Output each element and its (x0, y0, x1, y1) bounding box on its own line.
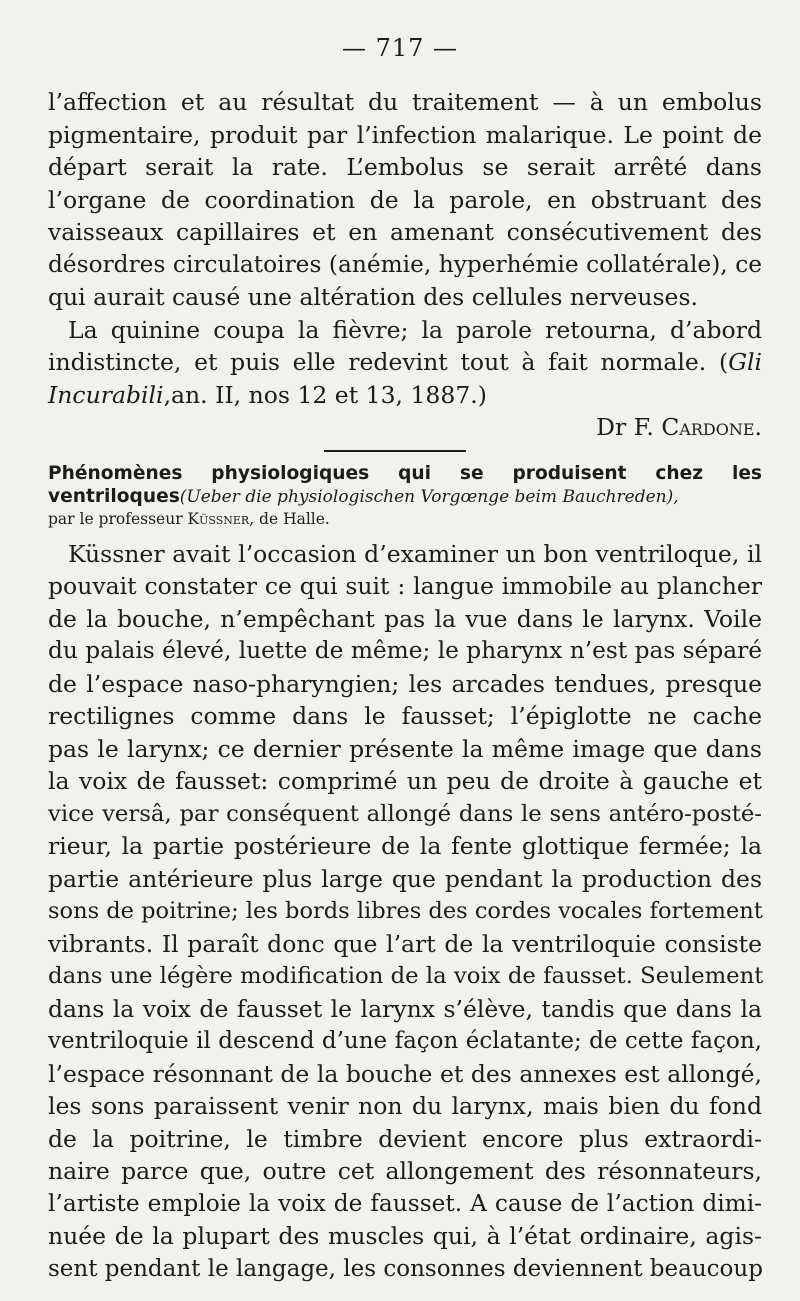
text-line: l’organe de coordination de la parole, en obstruant des (48, 185, 762, 214)
article-heading (48, 462, 762, 530)
text-line: Küssner avait l’occasion d’examiner un bon ventriloque, il (68, 539, 762, 568)
text-line: de la bouche, n’empêchant pas la vue dans le larynx. Voile (48, 604, 762, 633)
citation-details: ,an. II, nos 12 et 13, 1887.) (163, 380, 487, 409)
page-body (48, 86, 762, 1285)
author-signature (48, 411, 762, 444)
journal-title-end: Incurabili (48, 380, 164, 409)
article-title-line2 (48, 486, 762, 508)
text-line: de la poitrine, le timbre devient encore plus extraordi- (48, 1124, 762, 1153)
article-byline (48, 508, 762, 530)
signature-prefix: Dr F. (596, 413, 662, 441)
german-title: (Ueber die physiologischen Vorgœnge beim Bauchreden), (179, 486, 679, 507)
text-line: sent pendant le langage, les consonnes deviennent beaucoup (48, 1255, 763, 1282)
page-number: — 717 — (341, 34, 459, 62)
text-line: pas le larynx; ce dernier présente la même image que dans (48, 734, 762, 763)
text-line: les sons paraissent venir non du larynx, mais bien du fond (48, 1092, 762, 1120)
article-title-keyword: ventriloques (48, 485, 180, 507)
text-line: l’espace résonnant de la bouche et des annexes est allongé, (48, 1059, 762, 1088)
text-run: indistincte, et puis elle redevint tout à fait normale. ( (48, 348, 729, 376)
text-line: ventriloquie il descend d’une façon éclatante; de cette façon, (48, 1028, 762, 1054)
text-line: rieur, la partie postérieure de la fente glottique fermée; la (48, 832, 762, 860)
text-line: la voix de fausset: comprimé un peu de droite à gauche et (48, 767, 762, 795)
text-line (48, 379, 762, 412)
text-line: nuée de la plupart des muscles qui, à l’état ordinaire, agis- (48, 1222, 762, 1250)
journal-title-start: Gli (728, 348, 762, 376)
byline-suffix: , de Halle. (249, 509, 330, 528)
text-line: l’artiste emploie la voix de fausset. A cause de l’action dimi- (48, 1189, 762, 1217)
text-line: La quinine coupa la fièvre; la parole retourna, d’abord (68, 315, 762, 344)
text-line: dans la voix de fausset le larynx s’élève, tandis que dans la (48, 994, 762, 1023)
byline-prefix: par le professeur (48, 509, 188, 528)
signature-name: Cardone. (661, 413, 762, 441)
text-line: pigmentaire, produit par l’infection malarique. Le point de (48, 120, 762, 149)
text-line: pouvait constater ce qui suit : langue immobile au plancher (48, 572, 762, 600)
text-line (48, 346, 762, 379)
text-line: dans une légère modification de la voix de fausset. Seulement (48, 963, 764, 989)
text-line: vaisseaux capillaires et en amenant consécutivement des (48, 218, 762, 246)
paragraph-continuation (48, 86, 762, 314)
text-line: naire parce que, outre cet allongement des résonnateurs, (48, 1157, 762, 1185)
text-line: sons de poitrine; les bords libres des cordes vocales fortement (48, 898, 763, 924)
text-line: vice versâ, par conséquent allongé dans le sens antéro-posté- (48, 800, 762, 827)
text-line: partie antérieure plus large que pendant la production des (48, 864, 762, 893)
text-line: l’affection et au résultat du traitement — à un embolus (48, 88, 762, 116)
article-body (48, 538, 762, 1286)
text-line: de l’espace naso-pharyngien; les arcades tendues, presque (48, 669, 762, 698)
text-line: départ serait la rate. L’embolus se serait arrêté dans (48, 153, 762, 181)
byline-author: Küssner (187, 509, 250, 528)
text-line: qui aurait causé une altération des cellules nerveuses. (48, 283, 698, 311)
article-title: Phénomènes physiologiques qui se produisent chez les (48, 462, 762, 484)
text-line: du palais élevé, luette de même; le pharynx n’est pas séparé (48, 637, 762, 664)
text-line: rectilignes comme dans le fausset; l’épiglotte ne cache (48, 702, 762, 730)
text-line: désordres circulatoires (anémie, hyperhémie collatérale), ce (48, 250, 762, 278)
text-line: vibrants. Il paraît donc que l’art de la ventriloquie consiste (48, 929, 762, 958)
paragraph-quinine (48, 314, 762, 412)
section-divider (324, 450, 466, 452)
